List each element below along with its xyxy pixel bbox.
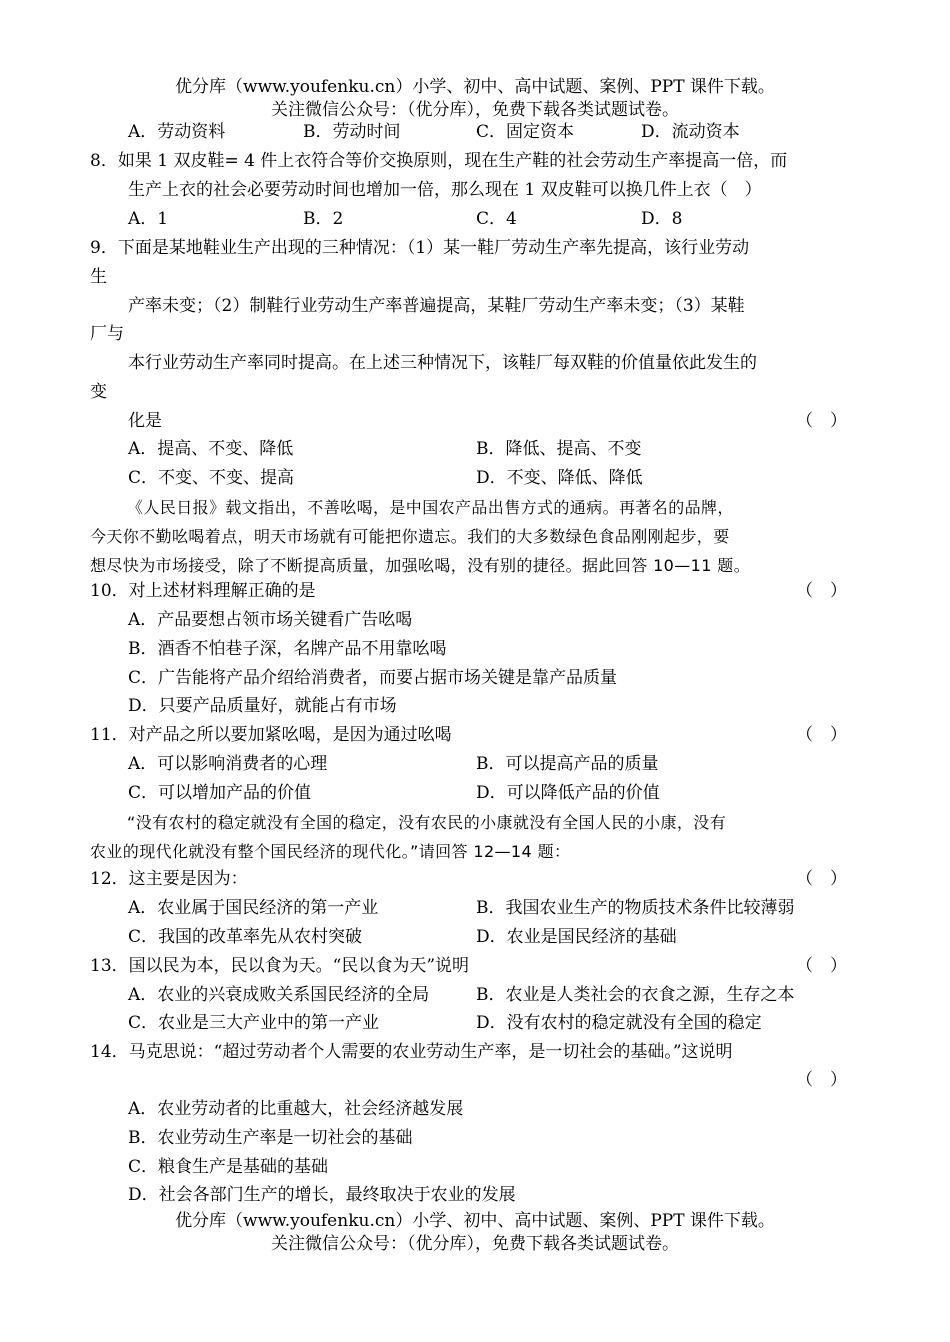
question-stem-cont: 产率未变；（2）制鞋行业劳动生产率普遍提高，某鞋厂劳动生产率未变；（3）某鞋 <box>128 296 745 316</box>
option-a: A．农业的兴衰成败关系国民经济的全局 <box>128 985 430 1005</box>
material-line: 今天你不勤吆喝着点，明天市场就有可能把你遗忘。我们的大多数绿色食品刚刚起步，要 <box>90 527 730 546</box>
material-line: 想尽快为市场接受，除了不断提高质量，加强吆喝，没有别的捷径。据此回答 10—11 题。 <box>90 556 751 575</box>
answer-blank: （ ） <box>796 581 847 601</box>
option-a: A．劳动资料 <box>128 122 226 142</box>
material-line: “没有农村的稳定就没有全国的稳定，没有农民的小康就没有全国人民的小康，没有 <box>127 813 727 832</box>
material-passage-2 <box>90 808 860 866</box>
question-stem: 8．如果 1 双皮鞋= 4 件上衣符合等价交换原则，现在生产鞋的社会劳动生产率提高一倍，而 <box>90 151 788 171</box>
question-stem: 14．马克思说：“超过劳动者个人需要的农业劳动生产率，是一切社会的基础。”这说明 <box>90 1042 733 1062</box>
question-stem-cont: 化是 <box>128 411 162 431</box>
option-c: C．粮食生产是基础的基础 <box>128 1157 329 1177</box>
material-line: 《人民日报》载文指出，不善吆喝，是中国农产品出售方式的通病。再著名的品牌， <box>127 498 734 517</box>
question-stem: 13．国以民为本，民以食为天。“民以食为天”说明 <box>90 956 470 976</box>
option-c: C．固定资本 <box>476 122 575 142</box>
footer-line-1: 优分库（www.youfenku.cn）小学、初中、高中试题、案例、PPT 课件下载。 <box>175 1211 775 1231</box>
option-b: B．降低、提高、不变 <box>476 439 642 459</box>
answer-blank: （ ） <box>796 869 847 889</box>
question-stem: 10．对上述材料理解正确的是 <box>90 581 316 601</box>
option-d: D．8 <box>641 209 683 229</box>
option-b: B．2 <box>303 209 344 229</box>
material-passage-1 <box>90 493 860 580</box>
option-a: A．农业属于国民经济的第一产业 <box>128 898 379 918</box>
question-stem-wrap: 厂与 <box>90 324 124 344</box>
material-line: 农业的现代化就没有整个国民经济的现代化。”请回答 12—14 题： <box>90 842 571 861</box>
option-b: B．酒香不怕巷子深，名牌产品不用靠吆喝 <box>128 639 447 659</box>
question-stem: 12．这主要是因为： <box>90 869 248 889</box>
option-b: B．我国农业生产的物质技术条件比较薄弱 <box>476 898 795 918</box>
option-c: C．可以增加产品的价值 <box>128 783 312 803</box>
option-c: C．不变、不变、提高 <box>128 468 295 488</box>
option-d: D．农业是国民经济的基础 <box>476 927 677 947</box>
option-b: B．劳动时间 <box>303 122 401 142</box>
question-stem: 11．对产品之所以要加紧吆喝，是因为通过吆喝 <box>90 725 452 745</box>
header-line-2: 关注微信公众号：（优分库），免费下载各类试题试卷。 <box>271 100 679 120</box>
option-d: D．流动资本 <box>641 122 740 142</box>
question-stem-cont: 本行业劳动生产率同时提高。在上述三种情况下，该鞋厂每双鞋的价值量依此发生的 <box>128 353 757 373</box>
option-c: C．4 <box>476 209 517 229</box>
option-a: A．可以影响消费者的心理 <box>128 754 328 774</box>
question-stem-cont: 生产上衣的社会必要劳动时间也增加一倍，那么现在 1 双皮鞋可以换几件上衣（ ） <box>128 180 762 200</box>
option-d: D．只要产品质量好，就能占有市场 <box>128 696 397 716</box>
option-b: B．可以提高产品的质量 <box>476 754 659 774</box>
answer-blank: （ ） <box>796 725 847 745</box>
question-stem-wrap: 生 <box>90 267 107 287</box>
header-line-1: 优分库（www.youfenku.cn）小学、初中、高中试题、案例、PPT 课件下载。 <box>175 77 775 97</box>
option-a: A．提高、不变、降低 <box>128 439 294 459</box>
answer-blank: （ ） <box>796 956 847 976</box>
answer-blank: （ ） <box>796 411 847 431</box>
option-a: A．产品要想占领市场关键看广告吆喝 <box>128 610 413 630</box>
option-a: A．农业劳动者的比重越大，社会经济越发展 <box>128 1099 464 1119</box>
option-b: B．农业是人类社会的衣食之源，生存之本 <box>476 985 795 1005</box>
option-d: D．不变、降低、降低 <box>476 468 643 488</box>
option-a: A．1 <box>128 209 169 229</box>
question-stem-wrap: 变 <box>90 382 107 402</box>
footer-line-2: 关注微信公众号：（优分库），免费下载各类试题试卷。 <box>271 1234 679 1254</box>
option-d: D．可以降低产品的价值 <box>476 783 660 803</box>
option-b: B．农业劳动生产率是一切社会的基础 <box>128 1128 413 1148</box>
option-d: D．社会各部门生产的增长，最终取决于农业的发展 <box>128 1185 516 1205</box>
option-d: D．没有农村的稳定就没有全国的稳定 <box>476 1013 762 1033</box>
option-c: C．我国的改革率先从农村突破 <box>128 927 363 947</box>
option-c: C．农业是三大产业中的第一产业 <box>128 1013 380 1033</box>
option-c: C．广告能将产品介绍给消费者，而要占据市场关键是靠产品质量 <box>128 668 618 688</box>
question-stem: 9．下面是某地鞋业生产出现的三种情况：（1）某一鞋厂劳动生产率先提高，该行业劳动 <box>90 238 750 258</box>
answer-blank: （ ） <box>796 1070 847 1090</box>
